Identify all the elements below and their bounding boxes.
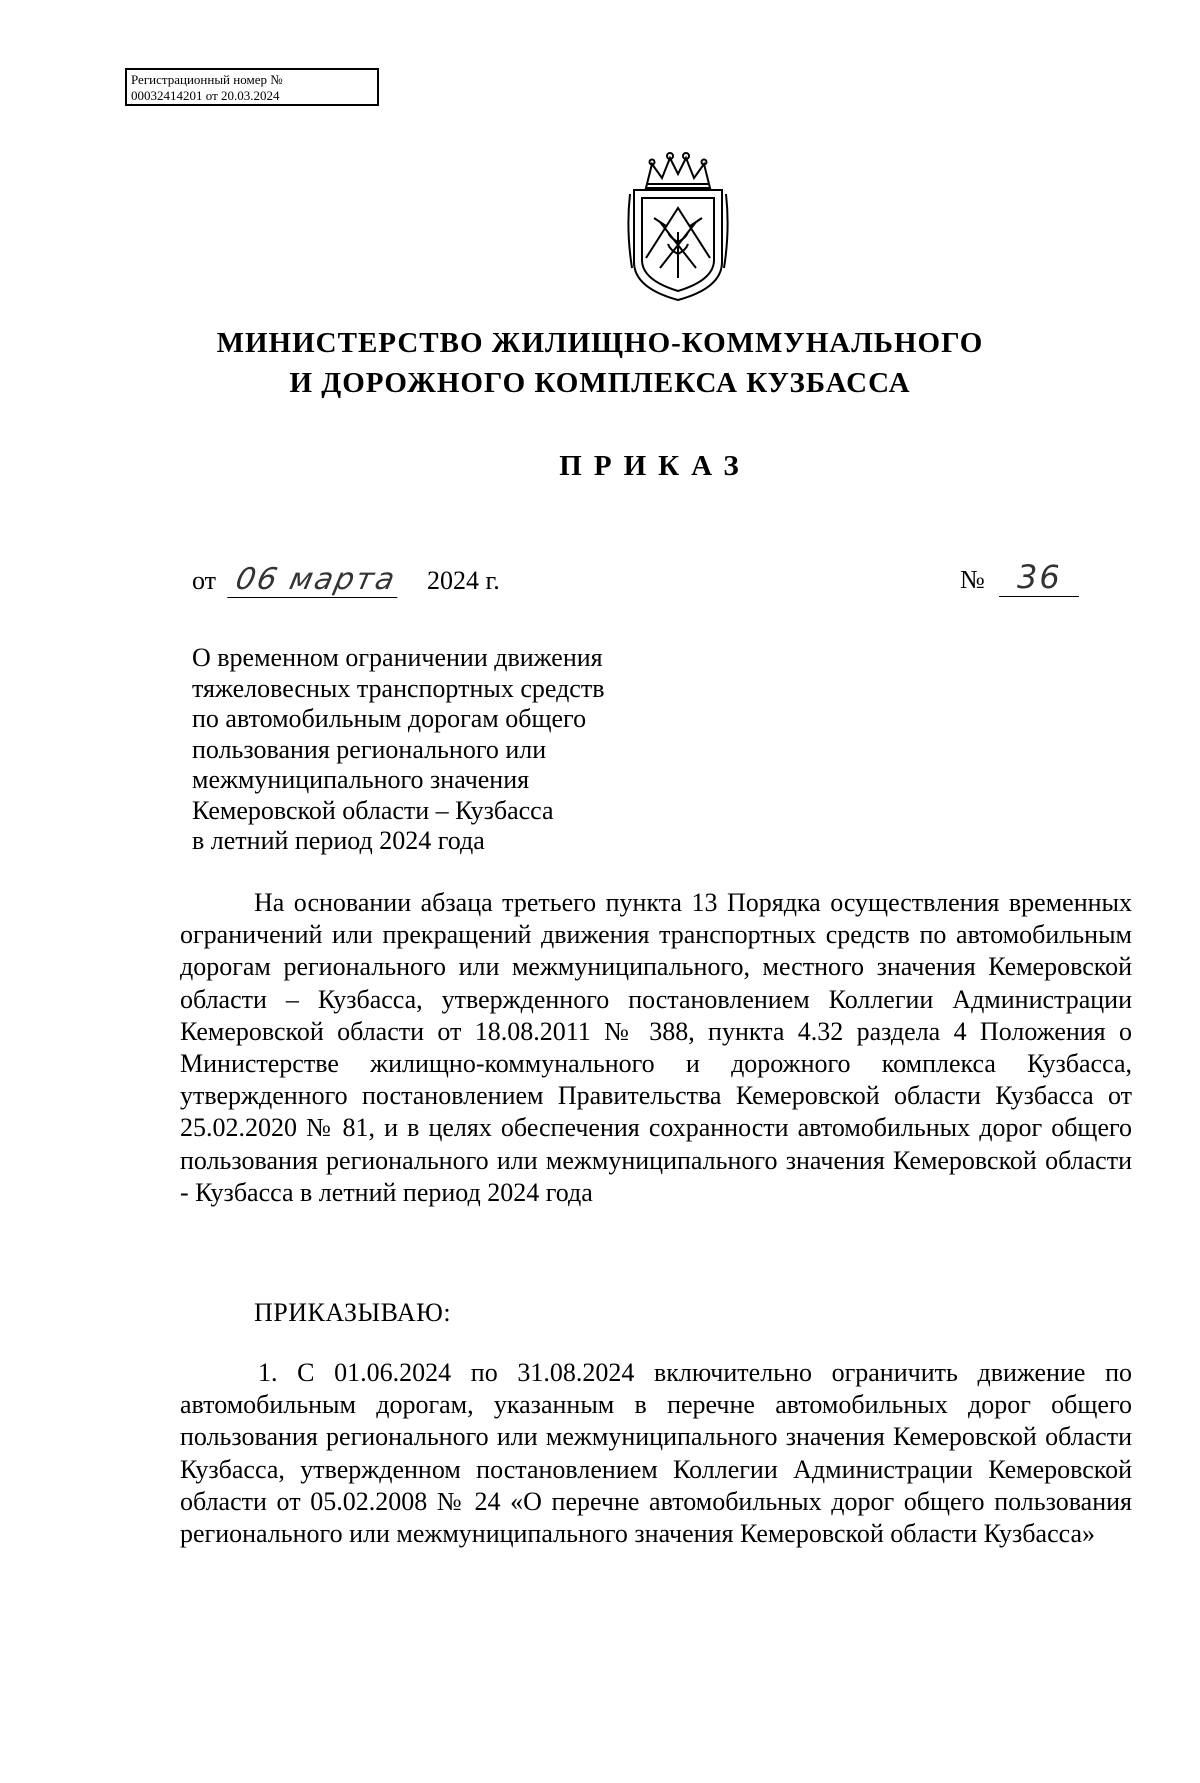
order-year: 2024 г. — [427, 566, 500, 595]
coat-of-arms-icon — [624, 150, 732, 302]
handwritten-number: 36 — [999, 558, 1079, 597]
registration-line-2: 00032414201 от 20.03.2024 — [131, 88, 280, 103]
registration-stamp — [125, 68, 379, 106]
subject-line: Кемеровской области – Кузбасса — [192, 795, 554, 825]
orders-heading: ПРИКАЗЫВАЮ: — [254, 1298, 452, 1327]
order-date-line — [192, 562, 500, 598]
ministry-name-line-1: МИНИСТЕРСТВО ЖИЛИЩНО-КОММУНАЛЬНОГО — [216, 327, 984, 359]
number-label: № — [960, 565, 985, 594]
date-prefix: от — [192, 566, 217, 595]
subject-line: тяжеловесных транспортных средств — [192, 673, 605, 703]
order-point-1: 1. С 01.06.2024 по 31.08.2024 включительно ограничить движение по автомобильным дорогам, указанным в перечне автомобильных дорог общего пользования регионального или межмуниципального значения Кемеровской области Кузбасса, утвержденном постановлением Коллегии Администрации Кемеровской области от 05.02.2008 № 24 «О перечне автомобильных дорог общего пользования регионального или межмуниципального значения Кемеровской области Кузбасса» — [180, 1358, 1132, 1549]
subject-line: пользования регионального или — [192, 734, 547, 764]
registration-line-1: Регистрационный номер № — [131, 72, 283, 87]
subject-line: в летний период 2024 года — [192, 826, 485, 855]
subject-line: по автомобильным дорогам общего — [192, 704, 587, 733]
handwritten-date: 06 марта — [227, 562, 405, 598]
document-type-title: ПРИКАЗ — [559, 450, 751, 482]
ministry-name-line-2: И ДОРОЖНОГО КОМПЛЕКСА КУЗБАССА — [289, 367, 911, 399]
order-subject — [192, 643, 604, 857]
subject-line: межмуниципального значения — [192, 765, 530, 794]
basis-paragraph: На основании абзаца третьего пункта 13 Порядка осуществления временных ограничений или прекращений движения транспортных средств по автомобильным дорогам регионального или межмуниципального, местного значения Кемеровской области – Кузбасса, утвержденного постановлением Коллегии Администрации Кемеровской области от 18.08.2011 № 388, пункта 4.32 раздела 4 Положения о Министерстве жилищно-коммунального и дорожного комплекса Кузбасса, утвержденного постановлением Правительства Кемеровской области Кузбасса от 25.02.2020 № 81, и в целях обеспечения сохранности автомобильных дорог общего пользования регионального или межмуниципального значения Кемеровской области - Кузбасса в летний период 2024 года — [180, 888, 1132, 1207]
subject-line: О временном ограничении движения — [192, 643, 603, 672]
order-number-line — [960, 558, 1079, 597]
